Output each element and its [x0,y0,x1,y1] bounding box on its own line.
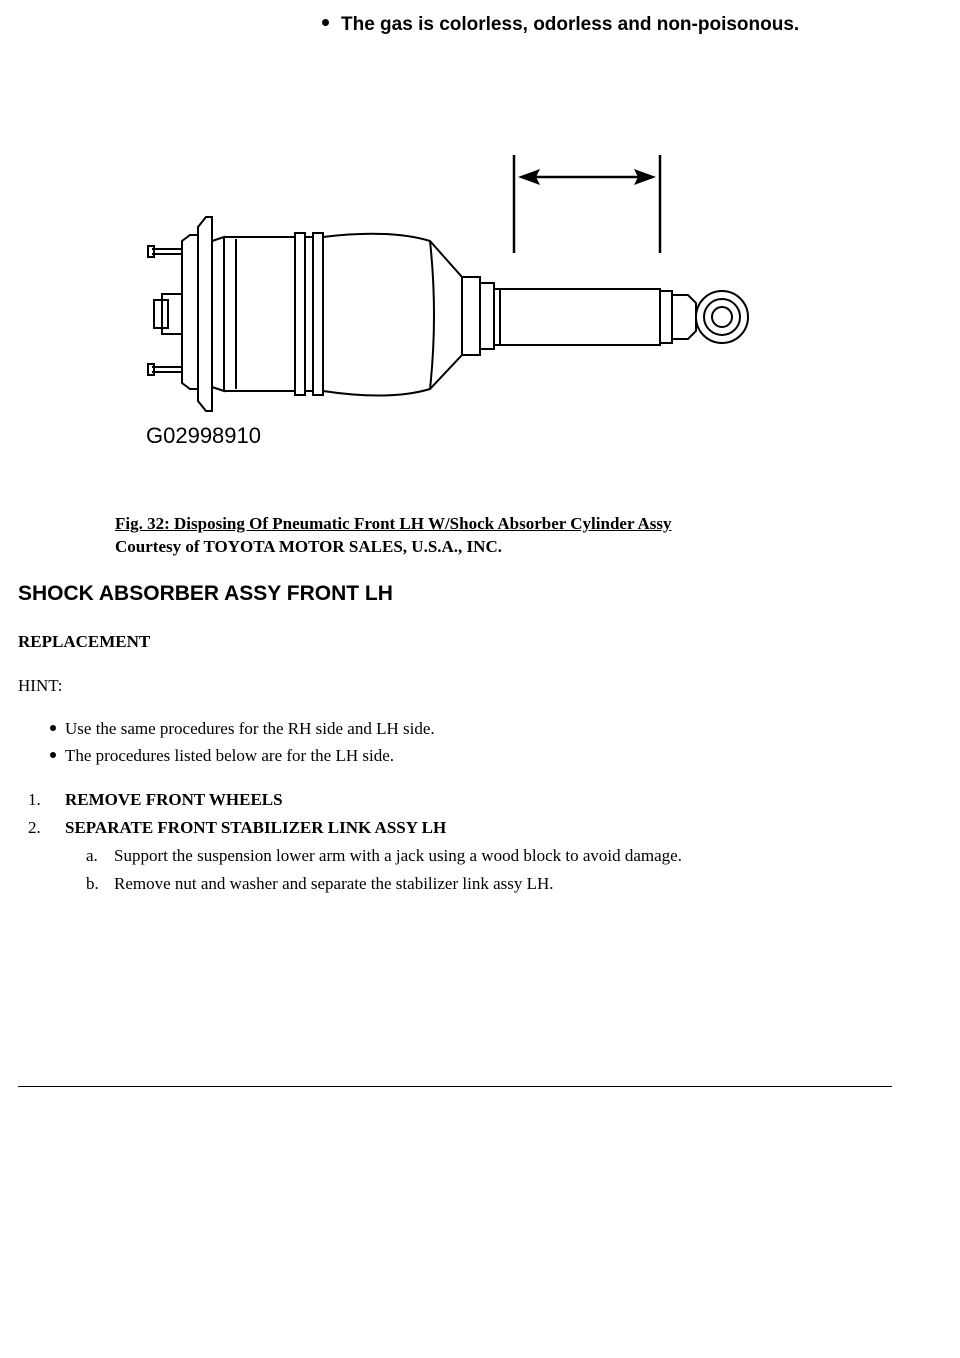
step-text: SEPARATE FRONT STABILIZER LINK ASSY LH [65,818,447,837]
sub-heading: REPLACEMENT [18,632,151,651]
procedure-substep [86,846,682,866]
figure-code: G02998910 [146,423,261,448]
hint-item [50,719,435,739]
hint-item-text: Use the same procedures for the RH side and LH side. [65,719,435,738]
substep-text: Support the suspension lower arm with a jack using a wood block to avoid damage. [114,846,682,865]
section-title: SHOCK ABSORBER ASSY FRONT LH [18,582,393,605]
procedure-step [28,790,283,810]
substep-text: Remove nut and washer and separate the stabilizer link assy LH. [114,874,554,893]
substep-letter: b. [86,874,99,893]
hint-item [50,746,394,766]
hint-label: HINT: [18,676,63,695]
figure-courtesy: Courtesy of TOYOTA MOTOR SALES, U.S.A., INC. [115,537,502,556]
figure-caption: Fig. 32: Disposing Of Pneumatic Front LH W/Shock Absorber Cylinder Assy [115,514,672,533]
procedure-substep [86,874,554,894]
page-divider [18,1086,892,1087]
step-number: 1. [28,790,41,809]
step-text: REMOVE FRONT WHEELS [65,790,283,809]
note-bullet [322,14,799,36]
substep-letter: a. [86,846,98,865]
hint-item-text: The procedures listed below are for the LH side. [65,746,395,765]
procedure-step [28,818,446,838]
bullet-icon [50,725,56,731]
note-bullet-text: The gas is colorless, odorless and non-poisonous. [341,14,800,35]
bullet-icon [50,752,56,758]
bullet-icon [322,19,329,26]
shock-absorber-illustration [140,145,790,455]
step-number: 2. [28,818,41,837]
